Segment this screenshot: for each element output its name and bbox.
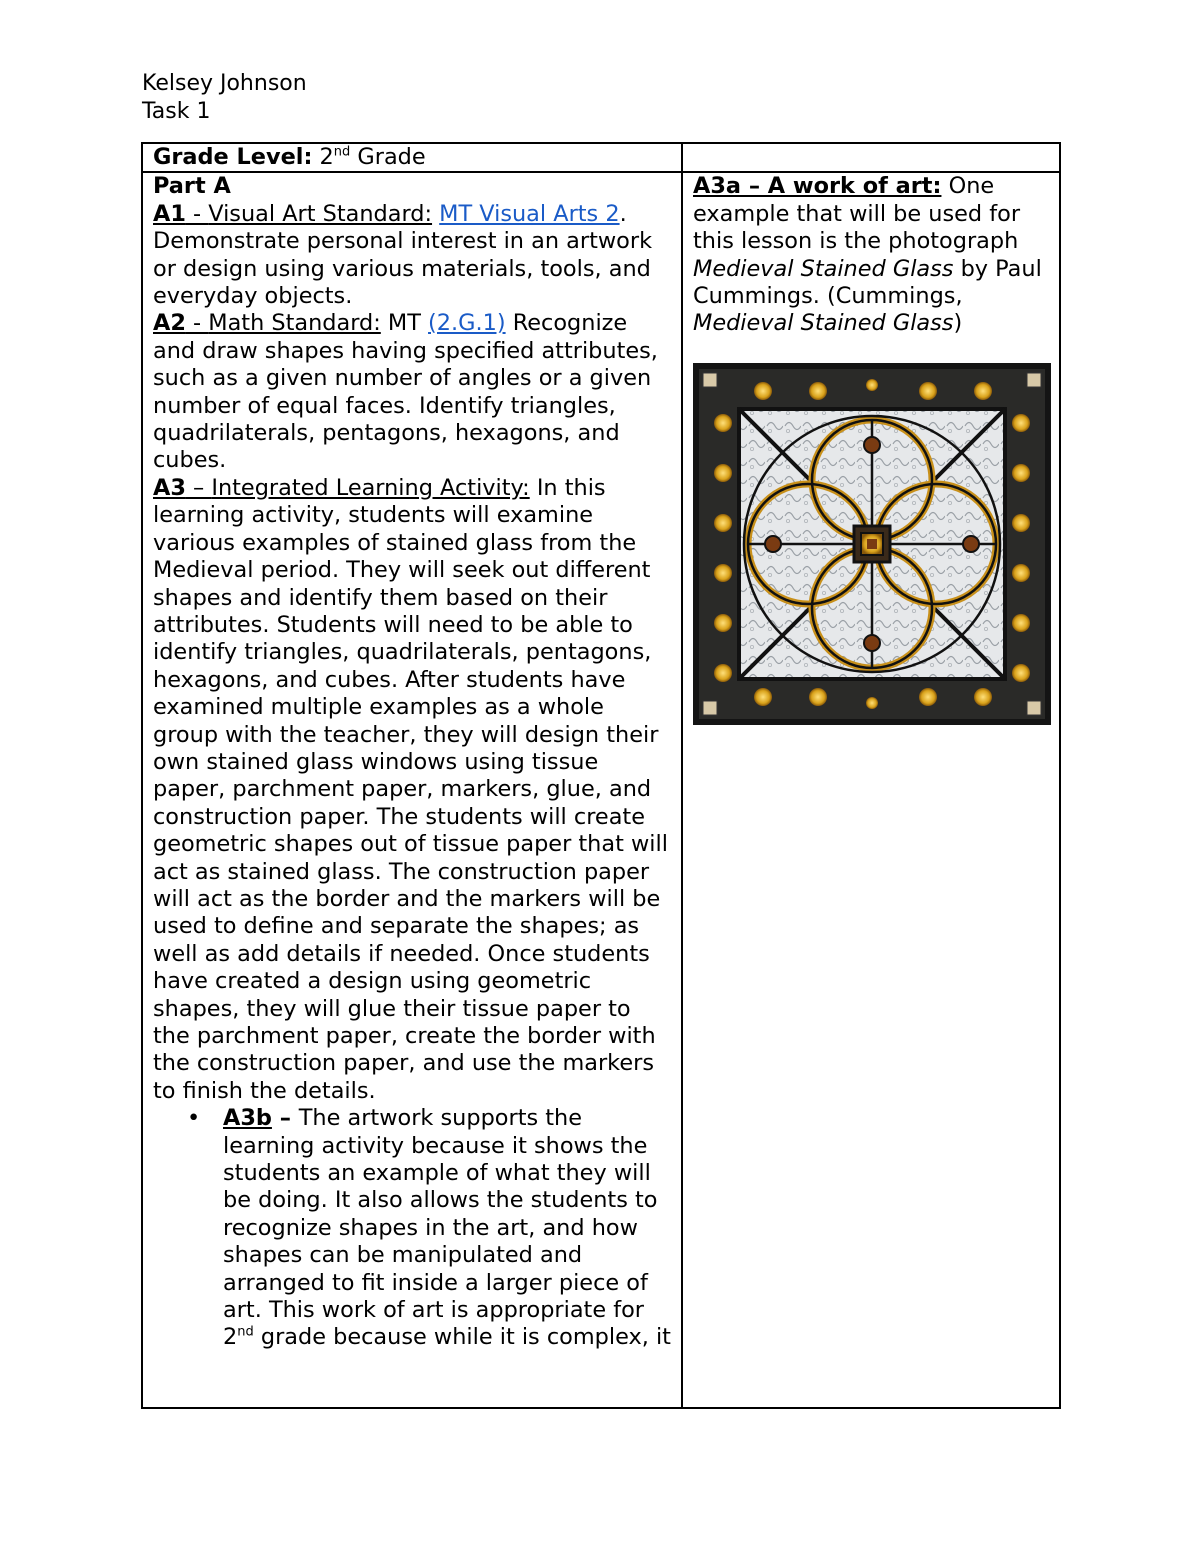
grade-row xyxy=(142,143,1060,172)
lesson-table xyxy=(141,142,1061,1409)
a3-dash: – xyxy=(185,474,212,501)
a1-id: A1 xyxy=(153,200,186,227)
a3b-sup: nd xyxy=(237,1325,254,1340)
grade-label: Grade Level: xyxy=(153,144,313,170)
artwork-title-2: Medieval Stained Glass xyxy=(693,310,954,337)
bullet-icon: • xyxy=(187,1105,201,1132)
a3b-dash: – xyxy=(271,1105,299,1132)
mt-visual-arts-link[interactable]: MT Visual Arts 2 xyxy=(439,200,620,227)
a2-id: A2 xyxy=(153,310,186,337)
a3a-label: A3a – A work of art: xyxy=(693,173,942,200)
a2-text: Recognize and draw shapes having specified attributes, such as a given number of angles or a given number of equal faces. Identify triangles, quadrilaterals, pentagons, hexagons, and cubes. xyxy=(153,310,658,474)
a3b-item xyxy=(187,1105,671,1352)
document-header xyxy=(142,70,307,126)
a1-label: Visual Art Standard: xyxy=(208,200,433,227)
grade-suffix: nd xyxy=(333,144,351,160)
a3-text: In this learning activity, students will examine various examples of stained glass from the Medieval period. They will seek out different shapes and identify them based on their attributes. Students will need to be able to identify triangles, quadrilaterals, pentagons, hexagons, and cubes. After students have examined multiple examples as a whole group with the teacher, they will design their own stained glass windows using tissue paper, parchment paper, markers, glue, and construction paper. The students will create geometric shapes out of tissue paper that will act as stained glass. The construction paper will act as the border and the markers will be used to define and separate the shapes; as well as add details if needed. Once students have created a design using geometric shapes, they will glue their tissue paper to the parchment paper, create the border with the construction paper, and use the markers to finish the details. xyxy=(153,474,668,1104)
a3a-text-2: by Paul Cummings. (Cummings, xyxy=(693,255,1042,310)
a3a-text-3: ) xyxy=(953,310,963,337)
a3a-section xyxy=(693,173,1049,337)
a1-dash: - xyxy=(185,200,209,227)
part-a-row xyxy=(142,172,1060,1408)
a1-section: A1 - Visual Art Standard: MT Visual Arts 2. Demonstrate personal interest in an artwork or design using various materials, tools, and everyday objects. xyxy=(153,200,653,310)
grade-word: Grade xyxy=(350,144,426,170)
grade-cell xyxy=(142,143,682,172)
a3b-id: A3b xyxy=(223,1105,272,1132)
a3a-text-1: One example that will be used for this lesson is the photograph xyxy=(693,173,1021,255)
math-standard-link[interactable]: (2.G.1) xyxy=(428,310,506,337)
part-a-cell xyxy=(142,172,682,1408)
a3-label: Integrated Learning Activity: xyxy=(211,474,530,501)
a2-prefix: MT xyxy=(380,310,429,337)
empty-cell xyxy=(682,143,1060,172)
part-a-title: Part A xyxy=(153,173,231,200)
grade-number: 2 xyxy=(319,144,334,170)
a2-dash: - xyxy=(185,310,209,337)
a3b-text-2: grade because while it is complex, it xyxy=(253,1324,671,1351)
a2-section xyxy=(153,310,671,474)
a1-text: Demonstrate personal interest in an artwork or design using various materials, tools, and everyday objects. xyxy=(153,228,653,310)
artwork-cell xyxy=(682,172,1060,1408)
a3-id: A3 xyxy=(153,474,186,501)
author-name: Kelsey Johnson xyxy=(142,71,307,96)
a2-label: Math Standard: xyxy=(208,310,381,337)
a3b-text-1: The artwork supports the learning activity because it shows the students an example of what they will be doing. It also allows the students to recognize shapes in the art, and how shapes can be manipulated and arranged to fit inside a larger piece of art. This work of art is appropriate for 2 xyxy=(223,1105,658,1351)
stained-glass-image xyxy=(693,363,1051,725)
a3-section xyxy=(153,475,671,1105)
a3b-list xyxy=(153,1105,671,1352)
artwork-title-1: Medieval Stained Glass xyxy=(693,255,954,282)
task-label: Task 1 xyxy=(142,99,211,124)
